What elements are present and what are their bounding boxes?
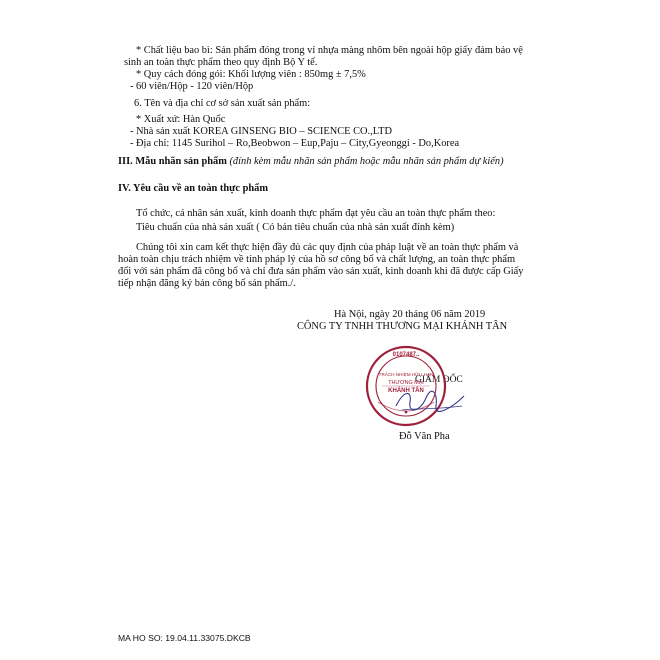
requirement-line-1: Tổ chức, cá nhân sản xuất, kinh doanh thực phẩm đạt yêu cầu an toàn thực phẩm theo: [136, 208, 496, 219]
seal-code: 0107487.. [392, 352, 420, 358]
director-signature [392, 384, 468, 416]
commitment-line-1: Chúng tôi xin cam kết thực hiện đầy đủ các quy định của pháp luật về an toàn thực phẩm và [136, 242, 519, 253]
section3-title: III. Mẫu nhãn sản phẩm [118, 156, 227, 167]
manufacturer: - Nhà sản xuất KOREA GINSENG BIO – SCIENCE CO.,LTD [130, 126, 392, 137]
packaging-material-cont: sinh an toàn thực phẩm theo quy định Bộ Y tế. [124, 57, 318, 68]
origin: * Xuất xứ: Hàn Quốc [136, 114, 226, 125]
seal-line-3: KHÁNH TÂN [388, 388, 424, 394]
packing-counts: - 60 viên/Hộp - 120 viên/Hộp [130, 81, 254, 92]
packaging-material: * Chất liệu bao bì: Sản phẩm đóng trong vỉ nhựa màng nhôm bên ngoài hộp giấy đảm bảo vệ [136, 45, 523, 56]
director-title: GIÁM ĐỐC [415, 375, 463, 385]
manufacturer-address: - Địa chỉ: 1145 Surihol – Ro,Beobwon – Eup,Paju – City,Gyeonggi - Do,Korea [130, 138, 460, 149]
section3-heading [118, 156, 504, 168]
commitment-line-3: đối với sản phẩm đã công bố và chỉ đưa sản phẩm vào sản xuất, kinh doanh khi đã được cấp Giấy [118, 266, 524, 277]
signer-name: Đỗ Văn Pha [399, 431, 450, 442]
manufacturer-heading: 6. Tên và địa chỉ cơ sở sản xuất sản phẩm: [134, 98, 311, 109]
seal-line-1: TRÁCH NHIỆM HỮU HẠN [378, 372, 434, 377]
date-line: Hà Nội, ngày 20 tháng 06 năm 2019 [334, 309, 486, 320]
footer-record-code: MA HO SO: 19.04.11.33075.DKCB [118, 633, 251, 643]
commitment-line-2: hoàn toàn chịu trách nhiệm về tính pháp lý của hồ sơ công bố và chất lượng, an toàn thực phẩm [118, 254, 516, 265]
section3-note: (đính kèm mẫu nhãn sản phẩm hoặc mẫu nhãn sản phẩm dự kiến) [229, 156, 504, 167]
commitment-line-4: tiếp nhận đăng ký bản công bố sản phẩm./. [118, 278, 296, 289]
packing-spec: * Quy cách đóng gói: Khối lượng viên : 850mg ± 7,5% [136, 69, 366, 80]
section4-title: IV. Yêu cầu về an toàn thực phẩm [118, 183, 268, 194]
seal-line-2: THƯƠNG MẠI [388, 380, 424, 386]
company-name: CÔNG TY TNHH THƯƠNG MẠI KHÁNH TÂN [297, 321, 508, 332]
requirement-line-2: Tiêu chuẩn của nhà sản xuất ( Có bản tiêu chuẩn của nhà sản xuất đính kèm) [136, 222, 455, 233]
